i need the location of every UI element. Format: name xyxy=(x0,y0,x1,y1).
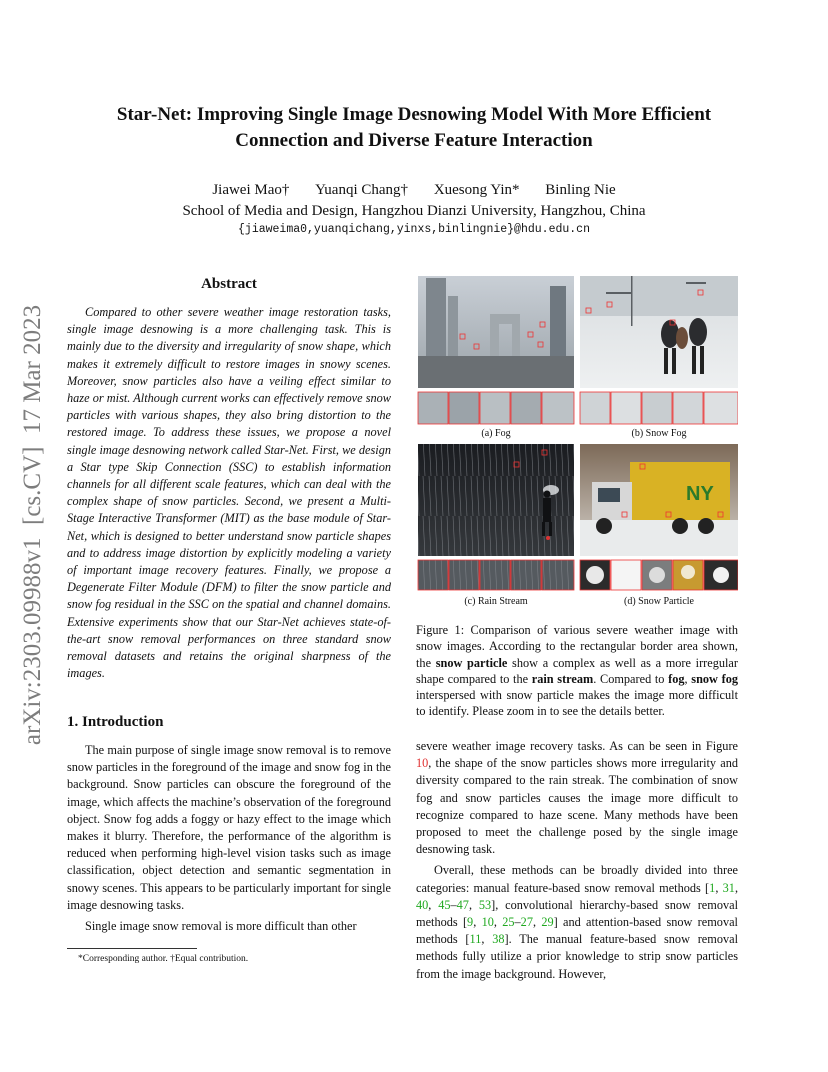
citation-link[interactable]: 47 xyxy=(456,897,469,912)
footnote: *Corresponding author. †Equal contribution. xyxy=(78,954,249,964)
right-column-text xyxy=(416,738,738,983)
affiliation: School of Media and Design, Hangzhou Dianzi University, Hangzhou, China xyxy=(182,203,646,219)
caption-bold-rain-stream: rain stream xyxy=(531,671,594,686)
title-line-1: Star-Net: Improving Single Image Desnowing Model With More Efficient xyxy=(116,104,712,125)
citation-link[interactable]: 40 xyxy=(416,897,429,912)
citation-link[interactable]: 9 xyxy=(467,915,474,930)
intro-paragraph-2: Single image snow removal is more difficult than other xyxy=(85,919,357,934)
snow-fog-crop-strip xyxy=(580,392,738,424)
citation-link[interactable]: 29 xyxy=(541,915,554,930)
citation-link[interactable]: 25 xyxy=(502,915,515,930)
text: severe weather image recovery tasks. As can be seen in Figure xyxy=(416,739,738,753)
figure-ref-link[interactable]: 10 xyxy=(416,756,429,771)
caption-text: . Compared to xyxy=(593,671,669,686)
citation-link[interactable]: 53 xyxy=(478,897,492,912)
abstract-heading: Abstract xyxy=(201,276,257,292)
citation-link[interactable]: 45 xyxy=(438,897,451,912)
text: ], convolutional hierarchy-based snow removal methods [ xyxy=(416,897,739,930)
citation-link[interactable]: 10 xyxy=(481,915,494,930)
author-emails: {jiaweima0,yuanqichang,yinxs,binlingnie}@hdu.edu.cn xyxy=(238,223,590,236)
author-1: Jiawei Mao† xyxy=(212,182,290,198)
title-line-2: Connection and Diverse Feature Interaction xyxy=(235,130,593,151)
image-fog xyxy=(418,276,574,388)
caption-text: , xyxy=(684,671,692,686)
caption-bold-snow-fog: snow fog xyxy=(691,671,738,686)
text: , the shape of the snow particles shows more irregularity and diversity compared to the rain streak. The combination of snow fog and snow particles causes the image more difficult to recognize compared to haze scene. Many methods have been proposed to meet the challenge posed by the single image desnowing task. xyxy=(416,756,738,857)
rain-crop-strip xyxy=(418,560,574,590)
paper-title xyxy=(60,102,768,154)
author-3: Xuesong Yin* xyxy=(433,182,520,198)
author-list xyxy=(60,180,768,200)
fog-crop-strip xyxy=(418,392,574,424)
caption-text: Figure 1: Comparison of various severe weather image with snow images. According to the rectangular border area shown, the xyxy=(416,623,738,670)
figure-1-caption xyxy=(416,622,738,720)
citation-link[interactable]: 38 xyxy=(492,932,505,947)
right-paragraph-2: Overall, these methods can be broadly divided into three categories: manual feature-based snow removal methods [1, 31, 40, 45–47, 53], convolutional hierarchy-based snow removal methods [9, 10, 25–27, 29] and attention-based snow removal methods [11, 38]. The manual feature-based snow removal methods fully utilize a prior knowledge to strip snow particles from the image background. However, xyxy=(416,863,739,981)
citation-link[interactable]: 11 xyxy=(469,932,482,947)
arxiv-stamp: arXiv:2303.09988v1 [cs.CV] 17 Mar 2023 xyxy=(19,304,46,746)
image-snow-fog xyxy=(580,276,738,388)
author-4: Binling Nie xyxy=(545,182,616,198)
subcaption-rain-stream: (c) Rain Stream xyxy=(464,596,528,607)
figure-1-images xyxy=(416,276,738,616)
caption-text: interspersed with snow particle makes the image more difficult to identify. Please zoom in to see the details better. xyxy=(416,688,738,719)
citation-link[interactable]: 31 xyxy=(722,880,735,895)
image-snow-particle xyxy=(580,444,738,556)
section-heading-introduction: 1. Introduction xyxy=(67,714,164,730)
subcaption-fog: (a) Fog xyxy=(481,428,511,439)
introduction-text xyxy=(67,742,391,935)
text: Overall, these methods can be broadly divided into three categories: manual feature-based snow removal methods [ xyxy=(416,863,738,895)
subcaption-snow-fog: (b) Snow Fog xyxy=(631,428,687,439)
author-2: Yuanqi Chang† xyxy=(315,182,409,198)
citation-link[interactable]: 1 xyxy=(709,880,716,895)
right-paragraph-1 xyxy=(416,738,738,858)
footnote-rule xyxy=(67,948,197,949)
snow-particle-crop-strip xyxy=(580,560,738,590)
caption-bold-fog: fog xyxy=(668,671,685,686)
caption-bold-snow-particle: snow particle xyxy=(435,655,508,670)
image-rain-stream xyxy=(418,444,574,556)
intro-paragraph-1: The main purpose of single image snow removal is to remove snow particles in the foreground of the image and snow fog in the background. Snow particles can obscure the foreground of the image, which affects the machine’s observation of the foreground object. Snow fog adds a foggy or hazy effect to the image which makes it blurry. Therefore, the performance of the algorithm is reduced when performing high-level vision tasks such as image classification, object detection and semantic segmentation in snowy scenes. This appears to be particularly important for single image desnowing tasks. xyxy=(67,743,391,912)
figure-1 xyxy=(416,276,738,616)
text: ]. The manual feature-based snow removal methods fully utilize a prior knowledge to strip snow particles from the image background. However, xyxy=(416,932,738,981)
subcaption-snow-particle: (d) Snow Particle xyxy=(624,596,694,607)
truck-sign-text: NY xyxy=(686,483,714,505)
citation-link[interactable]: 27 xyxy=(520,915,533,930)
caption-text: show a complex as well as a more irregular shape compared to the xyxy=(416,655,738,686)
text: ] and attention-based snow removal methods [ xyxy=(416,915,738,947)
abstract-text: Compared to other severe weather image restoration tasks, single image desnowing is a more challenging task. This is mainly due to the diversity and irregularity of snow shape, which makes it extremely difficult to restore images in snowy scenes. Moreover, snow particles also have a veiling effect similar to haze or mist. Although current works can effectively remove snow particles with various shapes, they also bring distortion to the restored image. To address these issues, we propose a novel single image desnowing network called Star-Net. First, we design a Star type Skip Connection (SSC) to establish information channels for all different scale features, which can deal with the complex shape of snow particles. Second, we present a Multi-Stage Interactive Transformer (MIT) as the base module of Star-Net, which is designed to better understand snow particle shapes and to address image distortion by explicitly modeling a variety of important image recovery features. Finally, we propose a Degenerate Filter Module (DFM) to filter the snow particle and snow fog residual in the SSC on the spatial and channel domains. Extensive experiments show that our Star-Net achieves state-of-the-art snow removal performances on three standard snow removal datasets and retains the original sharpness of the images. xyxy=(67,305,391,681)
